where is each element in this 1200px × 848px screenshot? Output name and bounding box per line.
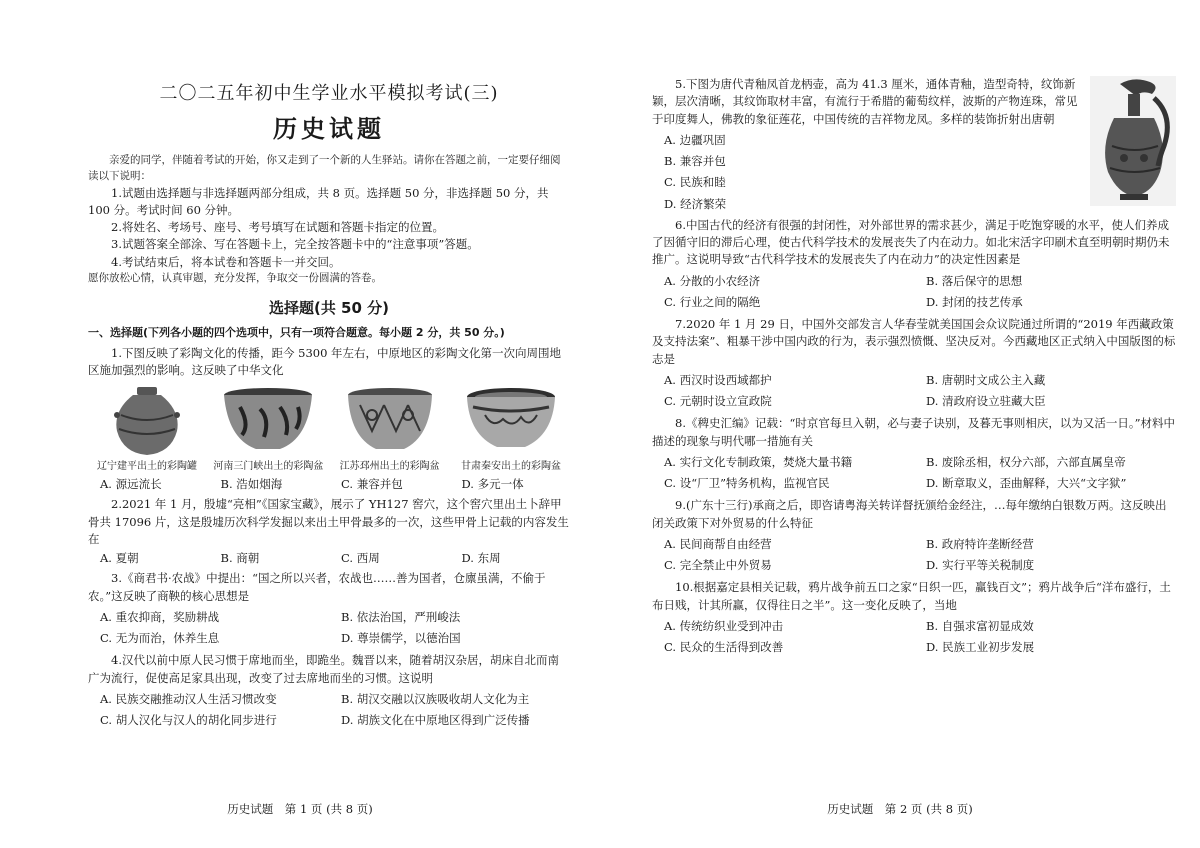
option-b: B. 自强求富初显成效 — [926, 618, 1034, 633]
option-a: A. 分散的小农经济 — [664, 273, 761, 288]
pottery-bowl-image — [220, 385, 316, 457]
option-c: C. 无为而治，休养生息 — [100, 631, 220, 645]
option-d: D. 民族工业初步发展 — [926, 640, 1035, 654]
question-3-stem: 3.《商君书·农战》中提出：“国之所以兴者，农战也……善为国者，仓廪虽满，不偷于农。”这反映了商鞅的核心思想是 — [88, 571, 546, 603]
option-c: C. 胡人汉化与汉人的胡化同步进行 — [100, 713, 277, 727]
question-6 — [652, 217, 1176, 313]
pottery-images — [88, 385, 570, 474]
option-b: B. 商朝 — [220, 551, 260, 565]
pottery-caption: 辽宁建平出土的彩陶罐 — [97, 461, 197, 472]
question-4-stem: 4.汉代以前中原人民习惯于席地而坐，即跪坐。魏晋以来，随着胡汉杂居，胡床自北而南广为流行，促使高足家具出现，改变了过去席地而坐的习惯。这说明 — [88, 653, 559, 685]
option-d: D. 封闭的技艺传承 — [926, 294, 1023, 309]
page-footer: 历史试题 第 2 页 (共 8 页) — [827, 801, 973, 816]
pottery-item — [209, 385, 327, 474]
question-4-options — [88, 689, 570, 732]
option-d: D. 胡族文化在中原地区得到广泛传播 — [341, 713, 530, 727]
question-3 — [88, 570, 570, 649]
option-b: B. 兼容并包 — [664, 154, 726, 168]
question-9-options — [652, 534, 1176, 577]
question-7-stem: 7.2020 年 1 月 29 日，中国外交部发言人华春莹就美国国会众议院通过所谓的“2019 年西藏政策及支持法案”、粗暴干涉中国内政的行为，表示强烈愤慨、坚决反对。今西藏地区正式纳入中国版图的标志是 — [652, 317, 1176, 366]
option-d: D. 清政府设立驻藏大臣 — [926, 394, 1046, 408]
option-d: D. 东周 — [461, 551, 501, 565]
section-title: 选择题(共 50 分) — [268, 298, 390, 317]
question-3-options — [88, 607, 570, 650]
pottery-caption: 河南三门峡出土的彩陶盆 — [213, 461, 324, 472]
question-6-stem: 6.中国古代的经济有很强的封闭性，对外部世界的需求甚少，满足于吃饱穿暖的水平，使人们养成了因循守旧的滞后心理，使古代科学技术的发展丧失了内在动力。如北宋活字印刷术直至明朝时期仍未推广。这说明导致“古代科学技术的发展丧失了内在动力”的决定性因素是 — [652, 217, 1170, 267]
pottery-bowl-image — [463, 385, 559, 457]
option-c: C. 民众的生活得到改善 — [664, 640, 784, 654]
option-b: B. 落后保守的思想 — [926, 273, 1023, 288]
question-10-stem: 10.根据嘉定县相关记载，鸦片战争前五口之家“日织一匹，赢钱百文”；鸦片战争后“洋布盛行，土布日贱，计其所赢，仅得往日之半”。这一变化反映了，当地 — [652, 580, 1171, 612]
question-7-options — [652, 370, 1176, 413]
question-2 — [88, 496, 570, 567]
option-a: A. 传统纺织业受到冲击 — [664, 618, 784, 633]
question-1-stem: 1.下图反映了彩陶文化的传播，距今 5300 年左右，中原地区的彩陶文化第一次向周围地区施加强烈的影响。这反映了中华文化 — [88, 345, 562, 377]
instruction-2: 2.将姓名、考场号、座号、考号填写在试题和答题卡指定的位置。 — [111, 220, 444, 234]
option-b: B. 浩如烟海 — [220, 477, 283, 491]
question-9-stem: 9.(广东十三行)承商之后，即咨请粤海关转详督抚颁给金经注，…每年缴纳白银数万两。这反映出闭关政策下对外贸易的什么特征 — [652, 498, 1167, 530]
option-c: C. 完全禁止中外贸易 — [664, 558, 772, 572]
question-6-options — [652, 271, 1176, 314]
exam-subject-title: 历史试题 — [273, 115, 385, 143]
option-c: C. 行业之间的隔绝 — [664, 294, 761, 309]
option-a: A. 源远流长 — [100, 477, 162, 491]
option-d: D. 经济繁荣 — [664, 196, 727, 211]
option-d: D. 尊崇儒学，以德治国 — [341, 631, 461, 645]
option-c: C. 设“厂卫”特务机构，监视官民 — [664, 476, 830, 490]
question-5-stem: 5.下图为唐代青釉凤首龙柄壶，高为 41.3 厘米，通体青釉，造型奇特，纹饰新颖，层次清晰，其纹饰取材丰富，有流行于希腊的葡萄纹样，波斯的产物连珠，常见于印度舞人，佛教的象征莲花，中国传统的吉祥物龙凤。多样的装饰折射出唐朝 — [652, 77, 1078, 126]
option-a: A. 重农抑商，奖励耕战 — [100, 609, 220, 624]
instruction-1: 1.试题由选择题与非选择题两部分组成，共 8 页。选择题 50 分，非选择题 50 分，共 100 分。考试时间 60 分钟。 — [88, 185, 549, 217]
question-8-stem: 8.《稗史汇编》记载：“时京官每旦入朝，必与妻子诀别，及暮无事则相庆，以为又活一日。”材料中描述的现象与明代哪一措施有关 — [652, 416, 1175, 448]
option-b: B. 唐朝时文成公主入藏 — [926, 372, 1046, 387]
option-b: B. 胡汉交融以汉族吸收胡人文化为主 — [341, 691, 530, 706]
pottery-item — [88, 385, 206, 474]
option-b: B. 废除丞相，权分六部，六部直属皇帝 — [926, 454, 1126, 469]
question-2-stem: 2.2021 年 1 月，殷墟“亮相”《国家宝藏》，展示了 YH127 窖穴，这个窖穴里出土卜辞甲骨共 17096 片，这是殷墟历次科学发掘以来出土甲骨最多的一次，这些甲骨上记载的内容发生在 — [88, 497, 569, 546]
option-a: A. 实行文化专制政策，焚烧大量书籍 — [664, 454, 853, 469]
ewer-image — [1090, 76, 1176, 211]
option-a: A. 边疆巩固 — [664, 132, 726, 147]
exam-title: 二〇二五年初中生学业水平模拟考试(三) — [159, 83, 499, 104]
option-c: C. 西周 — [341, 551, 380, 565]
option-b: B. 政府特许垄断经营 — [926, 536, 1034, 551]
option-c: C. 民族和睦 — [664, 175, 726, 190]
exam-page-2 — [600, 0, 1200, 848]
question-8 — [652, 415, 1176, 494]
option-a: A. 民族交融推动汉人生活习惯改变 — [100, 691, 277, 706]
pottery-caption: 江苏邳州出土的彩陶盆 — [339, 461, 440, 472]
question-10-options — [652, 616, 1176, 659]
question-8-options — [652, 452, 1176, 495]
question-7 — [652, 316, 1176, 412]
option-d: D. 多元一体 — [461, 477, 524, 491]
part-title: 一、选择题(下列各小题的四个选项中，只有一项符合题意。每小题 2 分，共 50 分。) — [88, 326, 505, 339]
option-d: D. 断章取义，歪曲解释，大兴“文字狱” — [926, 476, 1127, 490]
question-2-options — [88, 550, 570, 567]
pottery-item — [452, 385, 570, 474]
pottery-jar-image — [107, 385, 187, 457]
intro-text: 亲爱的同学，伴随着考试的开始，你又走到了一个新的人生驿站。请你在答题之前，一定要仔细阅读以下说明： — [88, 154, 561, 182]
question-1-options — [88, 476, 570, 493]
question-4 — [88, 652, 570, 731]
instruction-4: 4.考试结束后，将本试卷和答题卡一并交回。 — [111, 254, 341, 269]
question-10 — [652, 579, 1176, 658]
option-a: A. 夏朝 — [100, 551, 139, 565]
page-footer: 历史试题 第 1 页 (共 8 页) — [227, 801, 373, 816]
wish-text: 愿你放松心情，认真审题，充分发挥，争取交一份圆满的答卷。 — [88, 271, 382, 284]
instruction-3: 3.试题答案全部涂、写在答题卡上，完全按答题卡中的“注意事项”答题。 — [111, 237, 479, 252]
question-1 — [88, 345, 570, 494]
pottery-item — [331, 385, 449, 474]
option-c: C. 兼容并包 — [341, 477, 403, 491]
question-9 — [652, 497, 1176, 576]
pottery-bowl-image — [342, 385, 438, 457]
pottery-caption: 甘肃秦安出土的彩陶盆 — [460, 461, 561, 472]
question-5 — [652, 76, 1176, 213]
option-b: B. 依法治国，严刑峻法 — [341, 609, 461, 624]
option-a: A. 西汉时设西域都护 — [664, 372, 772, 387]
option-c: C. 元朝时设立宣政院 — [664, 394, 772, 408]
option-a: A. 民间商帮自由经营 — [664, 536, 772, 551]
phoenix-head-ewer-image — [1090, 76, 1176, 206]
option-d: D. 实行平等关税制度 — [926, 558, 1035, 572]
